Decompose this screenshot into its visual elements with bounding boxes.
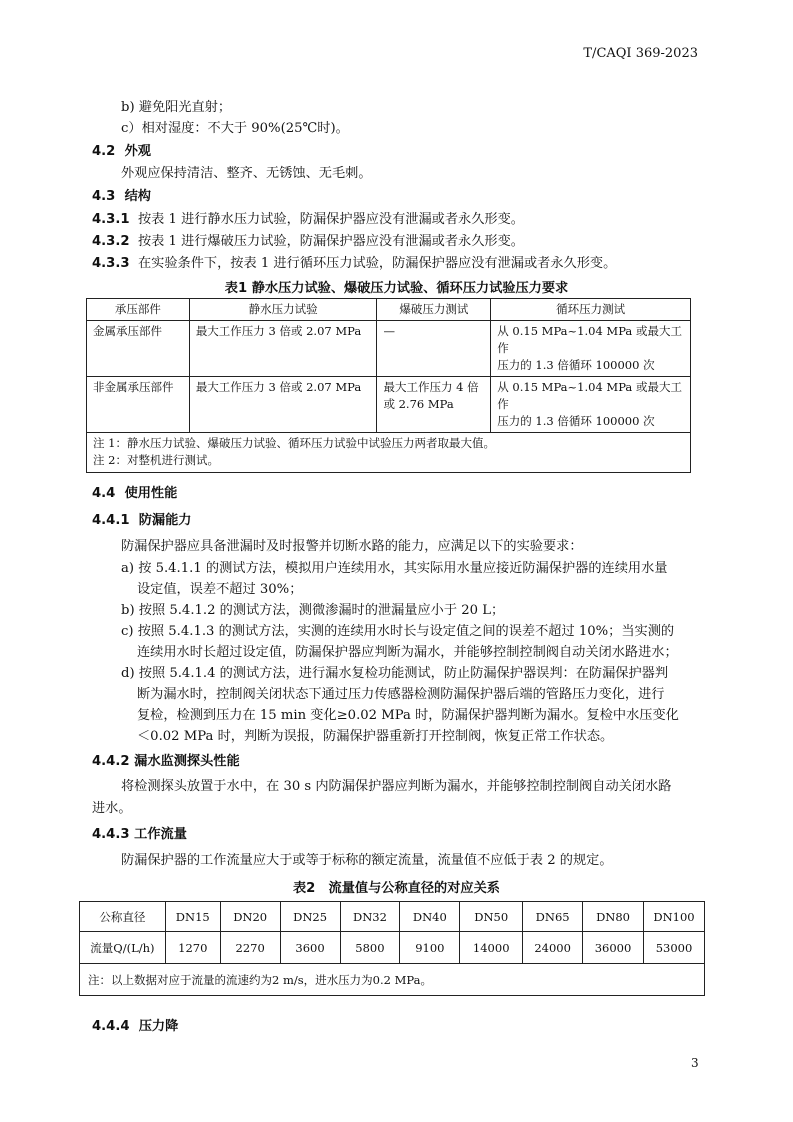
section-title: 外观 bbox=[124, 144, 151, 159]
table-cell: 24000 bbox=[523, 932, 583, 964]
clause-text: 在实验条件下，按表 1 进行循环压力试验，防漏保护器应没有泄漏或者永久形变。 bbox=[137, 256, 617, 271]
table-cell: 最大工作压力 3 倍或 2.07 MPa bbox=[189, 377, 377, 433]
cell-line: 压力的 1.3 倍循环 100000 次 bbox=[497, 358, 655, 372]
clause-4-3-2 bbox=[92, 230, 524, 249]
table-cell: DN32 bbox=[340, 902, 400, 932]
table-header-row bbox=[87, 299, 691, 321]
table-cell: DN65 bbox=[523, 902, 583, 932]
paragraph: 外观应保持清洁、整齐、无锈蚀、无毛刺。 bbox=[121, 166, 372, 181]
table-note: 注：以上数据对应于流量的流速约为2 m/s，进水压力为0.2 MPa。 bbox=[80, 964, 705, 996]
list-item-b: b) 按照 5.4.1.2 的测试方法，测微渗漏时的泄漏量应小于 20 L； bbox=[121, 603, 505, 618]
section-4-3-heading bbox=[92, 185, 151, 204]
list-item-d: d) 按照 5.4.1.4 的测试方法，进行漏水复检功能测试，防止防漏保护器误判：在防漏保护器判 bbox=[121, 666, 669, 681]
section-number: 4.4.1 bbox=[92, 513, 130, 528]
paragraph-cont: 进水。 bbox=[92, 801, 132, 816]
section-4-4-1-heading bbox=[92, 509, 192, 528]
clause-number: 4.3.3 bbox=[92, 256, 130, 271]
section-title: 使用性能 bbox=[124, 486, 178, 501]
table2 bbox=[79, 901, 705, 996]
table-header-cell: 循环压力测试 bbox=[491, 299, 691, 321]
table-cell: 3600 bbox=[280, 932, 340, 964]
table-cell bbox=[491, 321, 691, 377]
table-row-dn bbox=[80, 902, 705, 932]
table-row bbox=[87, 321, 691, 377]
table-cell: DN80 bbox=[583, 902, 644, 932]
section-title: 压力降 bbox=[138, 1019, 179, 1034]
table-cell: DN15 bbox=[165, 902, 220, 932]
section-number: 4.4 bbox=[92, 486, 116, 501]
cell-line: 最大工作压力 4 倍 bbox=[383, 380, 479, 394]
section-title: 防漏能力 bbox=[138, 513, 192, 528]
table-note: 注 2：对整机进行测试。 bbox=[93, 453, 219, 467]
table1-caption: 表1 静水压力试验、爆破压力试验、循环压力试验压力要求 bbox=[224, 281, 569, 296]
list-item-b: b) 避免阳光直射； bbox=[121, 100, 232, 115]
table-header-cell: 静水压力试验 bbox=[189, 299, 377, 321]
table-notes bbox=[87, 433, 691, 473]
cell-line: 或 2.76 MPa bbox=[383, 397, 454, 411]
table-cell: 1270 bbox=[165, 932, 220, 964]
list-item-c-cont: 连续用水时长超过设定值，防漏保护器应判断为漏水，并能够控制控制阀自动关闭水路进水； bbox=[137, 645, 678, 660]
cell-line: 压力的 1.3 倍循环 100000 次 bbox=[497, 414, 655, 428]
table-header-cell: 爆破压力测试 bbox=[377, 299, 491, 321]
table-note: 注 1：静水压力试验、爆破压力试验、循环压力试验中试验压力两者取最大值。 bbox=[93, 436, 495, 450]
section-4-2-heading bbox=[92, 140, 151, 159]
clause-text: 按表 1 进行静水压力试验，防漏保护器应没有泄漏或者永久形变。 bbox=[137, 212, 524, 227]
paragraph: 防漏保护器应具备泄漏时及时报警并切断水路的能力，应满足以下的实验要求： bbox=[121, 539, 583, 554]
list-item-d-cont: ＜0.02 MPa 时，判断为误报，防漏保护器重新打开控制阀，恢复正常工作状态。 bbox=[137, 729, 614, 744]
table-cell: 53000 bbox=[643, 932, 704, 964]
clause-4-3-3 bbox=[92, 252, 616, 271]
table-row-q bbox=[80, 932, 705, 964]
cell-line: 从 0.15 MPa~1.04 MPa 或最大工作 bbox=[497, 380, 682, 411]
table-row bbox=[87, 377, 691, 433]
list-item-c: c) 按照 5.4.1.3 的测试方法，实测的连续用水时长与设定值之间的误差不超过 10%；当实测的 bbox=[121, 624, 675, 639]
table-cell: 2270 bbox=[220, 932, 280, 964]
table-cell: 非金属承压部件 bbox=[87, 377, 190, 433]
clause-text: 按表 1 进行爆破压力试验，防漏保护器应没有泄漏或者永久形变。 bbox=[137, 234, 524, 249]
list-item-d-cont: 复检，检测到压力在 15 min 变化≥0.02 MPa 时，防漏保护器判断为漏水。复检中水压变化 bbox=[137, 708, 679, 723]
table-cell: DN100 bbox=[643, 902, 704, 932]
doc-code: T/CAQI 369-2023 bbox=[583, 46, 698, 61]
clause-number: 4.3.1 bbox=[92, 212, 130, 227]
table-cell bbox=[491, 377, 691, 433]
cell-line: 从 0.15 MPa~1.04 MPa 或最大工作 bbox=[497, 324, 682, 355]
clause-4-3-1 bbox=[92, 208, 524, 227]
table-cell bbox=[377, 377, 491, 433]
section-title: 结构 bbox=[124, 189, 151, 204]
list-item-a-cont: 设定值，误差不超过 30%； bbox=[137, 582, 303, 597]
list-item-d-cont: 断为漏水时，控制阀关闭状态下通过压力传感器检测防漏保护器后端的管路压力变化，进行 bbox=[137, 687, 665, 702]
table-notes-row bbox=[80, 964, 705, 996]
clause-number: 4.3.2 bbox=[92, 234, 130, 249]
table-cell: 5800 bbox=[340, 932, 400, 964]
list-item-c: c）相对湿度：不大于 90%(25℃时)。 bbox=[121, 121, 349, 136]
section-4-4-heading bbox=[92, 482, 177, 501]
row-label: 公称直径 bbox=[80, 902, 166, 932]
table-cell: DN20 bbox=[220, 902, 280, 932]
table-cell: 9100 bbox=[400, 932, 460, 964]
paragraph: 防漏保护器的工作流量应大于或等于标称的额定流量，流量值不应低于表 2 的规定。 bbox=[121, 853, 613, 868]
table-notes-row bbox=[87, 433, 691, 473]
page-number: 3 bbox=[691, 1056, 699, 1070]
table-header-cell: 承压部件 bbox=[87, 299, 190, 321]
section-4-4-3-heading: 4.4.3 工作流量 bbox=[92, 827, 187, 842]
table-cell: DN25 bbox=[280, 902, 340, 932]
section-4-4-4-heading bbox=[92, 1015, 178, 1034]
table-cell: DN40 bbox=[400, 902, 460, 932]
section-number: 4.3 bbox=[92, 189, 116, 204]
section-number: 4.2 bbox=[92, 144, 116, 159]
table2-caption: 表2 流量值与公称直径的对应关系 bbox=[293, 881, 500, 896]
section-4-4-2-heading: 4.4.2 漏水监测探头性能 bbox=[92, 754, 240, 769]
paragraph: 将检测探头放置于水中，在 30 s 内防漏保护器应判断为漏水，并能够控制控制阀自动关闭水路 bbox=[121, 779, 672, 794]
list-item-a: a) 按 5.4.1.1 的测试方法，模拟用户连续用水，其实际用水量应接近防漏保护器的连续用水量 bbox=[121, 561, 668, 576]
table-cell: DN50 bbox=[460, 902, 523, 932]
table-cell: 最大工作压力 3 倍或 2.07 MPa bbox=[189, 321, 377, 377]
table-cell: 36000 bbox=[583, 932, 644, 964]
table-cell: 14000 bbox=[460, 932, 523, 964]
table-cell: — bbox=[377, 321, 491, 377]
row-label: 流量Q/(L/h) bbox=[80, 932, 166, 964]
section-number: 4.4.4 bbox=[92, 1019, 130, 1034]
table-cell: 金属承压部件 bbox=[87, 321, 190, 377]
table1 bbox=[86, 298, 691, 473]
